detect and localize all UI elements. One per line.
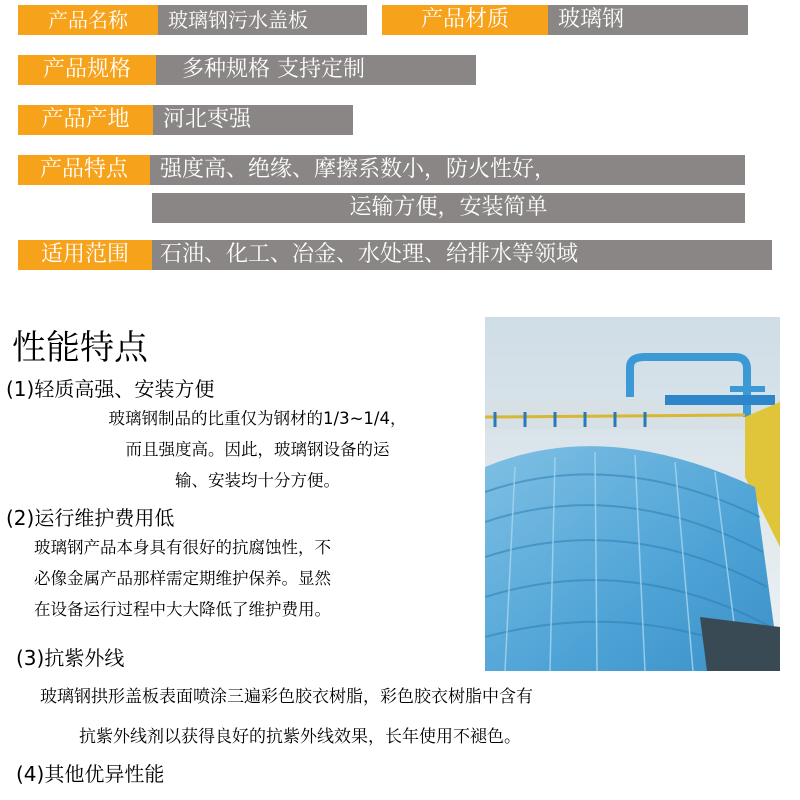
feature-1-line: 而且强度高。因此，玻璃钢设备的运: [125, 440, 390, 459]
spec-value-size: 多种规格 支持定制: [156, 55, 476, 85]
spec-value-features-line1: 强度高、绝缘、摩擦系数小，防火性好，: [150, 155, 745, 185]
feature-2-line: 必像金属产品那样需定期维护保养。显然: [34, 569, 331, 588]
spec-label-size: 产品规格: [18, 55, 156, 85]
feature-4-heading: (4)其他优异性能: [16, 762, 165, 786]
feature-3-line: 抗紫外线剂以获得良好的抗紫外线效果，长年使用不褪色。: [79, 727, 521, 747]
spec-value-applications: 石油、化工、冶金、水处理、给排水等领域: [152, 240, 772, 270]
feature-2-line: 玻璃钢产品本身具有很好的抗腐蚀性，不: [34, 538, 331, 557]
feature-1-line: 输、安装均十分方便。: [175, 471, 340, 490]
sewage-cover-photo: [485, 317, 780, 671]
spec-value-material: 玻璃钢: [548, 5, 748, 35]
spec-label-origin: 产品产地: [18, 105, 153, 135]
spec-label-material: 产品材质: [382, 5, 548, 35]
feature-2-text: [34, 532, 331, 625]
feature-2-heading: (2)运行维护费用低: [6, 506, 175, 530]
feature-3-heading: (3)抗紫外线: [16, 646, 125, 670]
spec-value-origin: 河北枣强: [153, 105, 353, 135]
feature-2-line: 在设备运行过程中大大降低了维护费用。: [34, 600, 331, 619]
feature-1-text: [35, 403, 480, 496]
features-title: 性能特点: [12, 328, 148, 368]
feature-1-line: 玻璃钢制品的比重仅为钢材的1/3~1/4，: [108, 409, 407, 428]
spec-label-name: 产品名称: [18, 5, 158, 35]
spec-value-name: 玻璃钢污水盖板: [158, 5, 367, 35]
spec-label-applications: 适用范围: [18, 240, 152, 270]
feature-3-line: 玻璃钢拱形盖板表面喷涂三遍彩色胶衣树脂，彩色胶衣树脂中含有: [40, 687, 533, 707]
feature-1-heading: (1)轻质高强、安装方便: [6, 377, 215, 401]
spec-value-features-line2: 运输方便，安装简单: [152, 193, 745, 223]
spec-label-features: 产品特点: [18, 155, 150, 185]
